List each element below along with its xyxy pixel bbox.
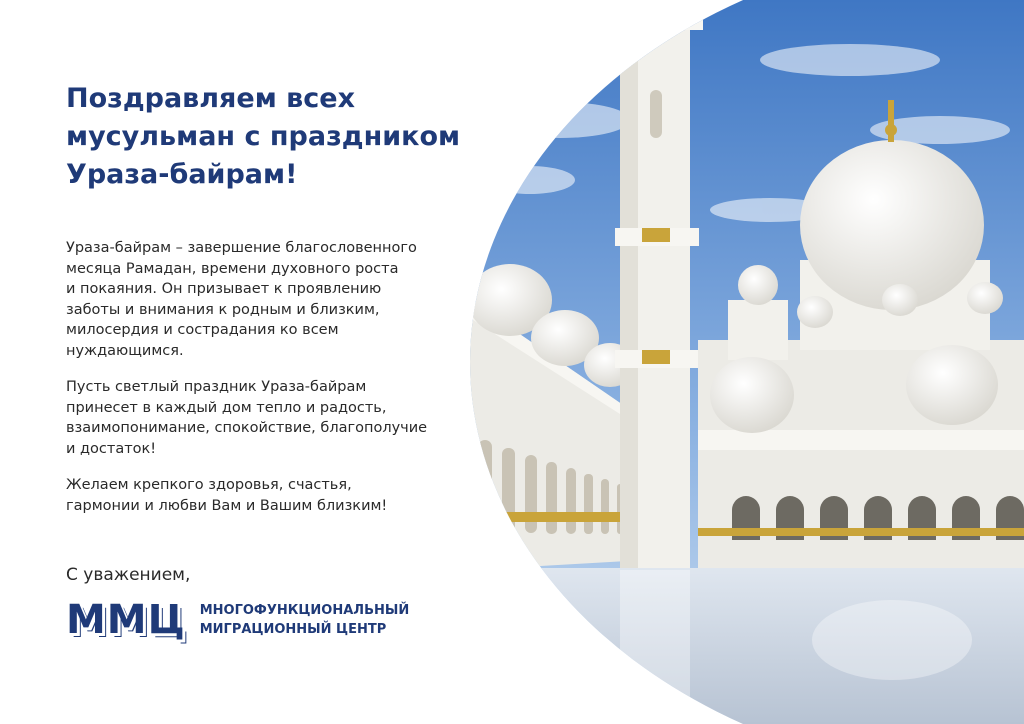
mmc-logo — [66, 598, 409, 642]
logo-name — [200, 601, 410, 639]
greeting-paragraph: Желаем крепкого здоровья, счастья, гармонии и любви Вам и Вашим близким! — [66, 477, 388, 514]
greeting-headline: Поздравляем всех мусульман с праздником Ураза-байрам! — [66, 83, 461, 190]
logo-name-line1: МНОГОФУНКЦИОНАЛЬНЫЙ — [199, 603, 410, 618]
main-dome — [800, 140, 984, 310]
minaret — [607, 0, 703, 570]
logo-name-line2: МИГРАЦИОННЫЙ ЦЕНТР — [199, 622, 387, 637]
greeting-paragraph: Ураза-байрам – завершение благословенного месяца Рамадан, времени духовного роста и покаяния. Он призывает к проявлению заботы и внимания к родным и близким, милосердия и сострадания ко всем нуждающимся. — [66, 240, 417, 359]
signoff: С уважением, — [66, 565, 191, 585]
logo-mark: ММЦ — [66, 597, 186, 643]
mosque-photo — [470, 0, 1024, 724]
greeting-body — [66, 238, 461, 532]
mosque-illustration — [470, 0, 1024, 724]
greeting-paragraph: Пусть светлый праздник Ураза-байрам принесет в каждый дом тепло и радость, взаимопонимание, спокойствие, благополучие и достаток! — [66, 379, 428, 457]
